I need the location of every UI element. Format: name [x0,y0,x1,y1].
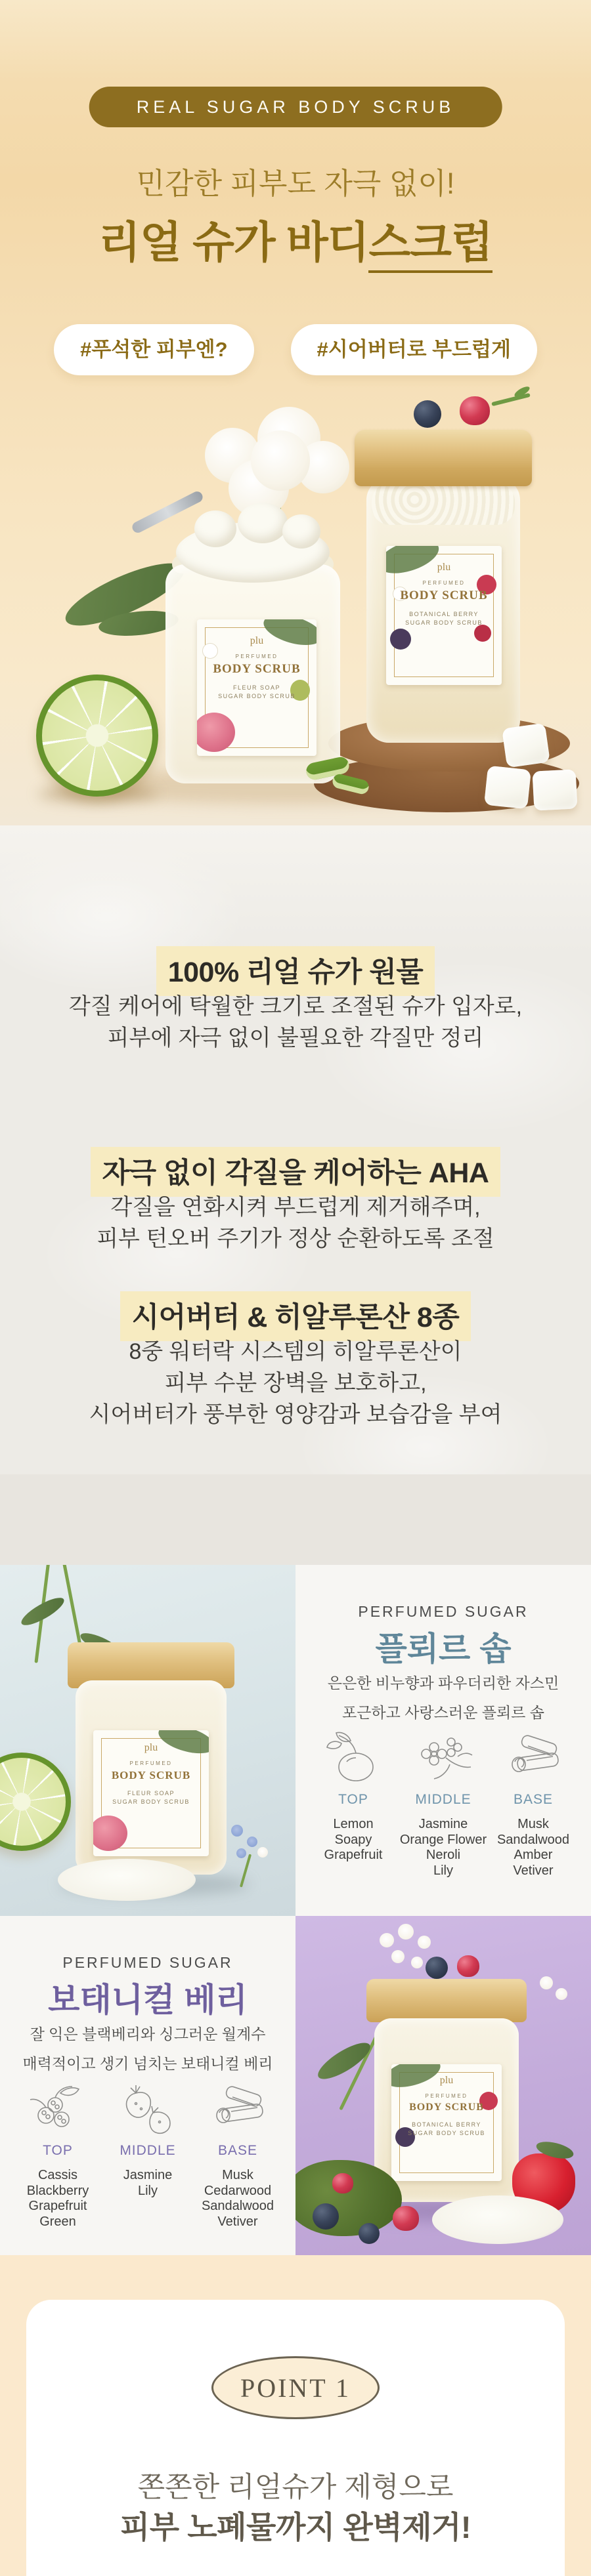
scrub-overflow-bump [282,514,320,549]
cedarwood-illustration-icon [202,2079,274,2139]
raspberry-on-lid [460,396,490,425]
white-flower [411,1957,423,1968]
fragrance-eyebrow: PERFUMED SUGAR [358,1603,529,1620]
berry-grid-jar-label [391,2064,502,2181]
label-line: SUGAR BODY SCRUB [405,619,483,626]
benefit-body-3 [0,1336,591,1430]
white-flower [257,1847,268,1858]
label-scent: BOTANICAL BERRY [412,2121,481,2128]
hero-title-prefix: 리얼 슈가 바디 [98,218,369,266]
note-item: Lily [137,2183,158,2198]
fleur-photo-cell [0,1565,296,1916]
note-item: Neroli [426,1848,461,1862]
berries-illustration-icon [22,2079,94,2139]
point-text-line1: 쫀쫀한 리얼슈가 제형으로 [137,2472,454,2503]
fleur-grid-jar-label [93,1730,209,1856]
benefit-line: 피부 턴오버 주기가 정상 순환하도록 조절 [97,1226,494,1251]
brand-logo: plu [144,1742,158,1753]
note-column-base [484,1792,582,1879]
scrub-smear [432,2195,563,2244]
sugar-cube [502,723,550,768]
raspberry [332,2173,353,2193]
berry-label-text [386,546,502,626]
fragrance-name: 플뢰르 솝 [375,1631,512,1667]
note-item: Musk [222,2168,253,2182]
note-item: Vetiver [513,1863,554,1878]
benefit-heading-text: 시어버터 & 히알루론산 8종 [120,1291,471,1341]
note-item: Blackberry [26,2183,89,2198]
note-column-top [304,1792,403,1863]
hashtag-pill-2: #시어버터로 부드럽게 [291,324,537,375]
benefit-heading-text: 100% 리얼 슈가 원물 [156,946,435,996]
hero-title-underlined: 스크럽 [368,218,492,273]
label-blackberry-art [390,629,411,650]
hero-product-photo [0,367,591,825]
sugar-cube [484,766,531,810]
label-product: BODY SCRUB [213,662,301,676]
label-line: SUGAR BODY SCRUB [408,2130,485,2136]
berry-jar-scrub-texture [372,483,515,525]
benefit-heading-1 [0,946,591,996]
note-item: Grapefruit [324,1848,383,1862]
hero-subtitle: 민감한 피부도 자극 없이! [136,167,455,200]
note-label: TOP [43,2143,73,2158]
berry-grid-jar-lid [366,1979,527,2022]
blueberry [313,2203,339,2230]
fleur-text-cell [296,1565,591,1916]
blueberry-on-lid [426,1957,448,1979]
citrus-illustration-icon [317,1728,389,1788]
note-label: TOP [338,1792,368,1807]
scrub-overflow-bump [194,510,236,547]
raspberry [393,2206,419,2231]
blueberry [359,2223,380,2244]
note-items [484,1817,582,1879]
note-item: Green [39,2214,76,2229]
benefit-line: 피부에 자극 없이 불필요한 각질만 정리 [107,1026,484,1050]
white-flower [556,1988,567,2000]
label-scent: FLEUR SOAP [127,1790,175,1797]
note-item: Musk [517,1817,549,1831]
raspberry-on-lid [457,1955,479,1977]
note-item: Jasmine [418,1817,468,1831]
fleur-jar-label [197,619,317,756]
berry-jar-label [386,546,502,685]
label-product: BODY SCRUB [400,589,488,602]
fragrance-name: 보태니컬 베리 [48,1982,248,2018]
benefit-body-2 [0,1192,591,1255]
berry-photo-cell [296,1916,591,2255]
note-item: Amber [514,1848,553,1862]
brand-logo: plu [250,635,264,646]
berry-label-text [391,2064,502,2136]
sugar-cube [532,769,577,810]
note-item: Sandalwood [496,1832,570,1847]
note-item: Sandalwood [201,2199,274,2213]
brand-logo: plu [437,562,451,573]
note-items [9,2168,107,2230]
fragrance-description [296,1669,591,1728]
white-flower [418,1936,431,1949]
top-badge: REAL SUGAR BODY SCRUB [89,87,502,127]
label-scent: FLEUR SOAP [232,684,280,691]
lime-half [0,1753,71,1851]
note-item: Cassis [37,2168,77,2182]
note-label: BASE [513,1792,554,1807]
note-item: Soapy [334,1832,372,1847]
note-items [98,2168,197,2199]
note-item: Jasmine [123,2168,173,2182]
benefit-line: 8중 워터락 시스템의 히알루론산이 [129,1339,462,1364]
fragrance-desc-line: 매력적이고 생기 넘치는 보태니컬 베리 [22,2055,273,2072]
note-items [394,1817,492,1879]
fleur-label-text [93,1730,209,1805]
note-item: Orange Flower [399,1832,487,1847]
white-flower [380,1933,394,1947]
point-card [26,2300,565,2576]
note-label: MIDDLE [415,1792,471,1807]
white-flower [398,1924,414,1940]
berry-jar-gold-lid [355,430,532,486]
benefit-line: 시어버터가 풍부한 영양감과 보습감을 부여 [89,1402,502,1427]
note-label: MIDDLE [120,2143,176,2158]
herb-sprig [491,393,531,406]
blue-flower [236,1848,246,1858]
label-perfumed: PERFUMED [235,654,278,659]
note-item: Vetiver [217,2214,258,2229]
note-column-base [188,2143,287,2230]
note-item: Lily [433,1863,453,1878]
label-scent: BOTANICAL BERRY [409,611,479,617]
jasmine-illustration-icon [407,1728,479,1788]
note-item: Cedarwood [204,2183,272,2198]
note-column-middle [394,1792,492,1879]
blue-flower [231,1825,243,1837]
benefit-body-1 [0,991,591,1054]
fragrance-description [0,2020,296,2079]
fragrance-note-illustrations [296,1728,591,1788]
point-text-line2: 피부 노폐물까지 완벽제거! [120,2510,471,2545]
note-items [304,1817,403,1863]
hero-title [0,207,591,270]
benefit-heading-3 [0,1291,591,1341]
sandalwood-illustration-icon [497,1728,569,1788]
white-flower [391,1950,405,1963]
benefit-line: 각질 케어에 탁월한 크기로 조절된 슈가 입자로, [68,994,523,1019]
note-label: BASE [217,2143,258,2158]
hashtag-pill-1: #푸석한 피부엔? [54,324,253,375]
note-items [188,2168,287,2230]
spoon [131,489,205,535]
label-perfumed: PERFUMED [129,1760,173,1766]
fragrance-desc-line: 잘 익은 블랙베리와 싱그러운 월계수 [30,2025,266,2043]
lime-half [36,675,158,797]
point-section [0,2255,591,2576]
fragrance-note-illustrations [0,2079,296,2139]
scrub-overflow-bump [238,503,288,543]
note-item: Grapefruit [28,2199,87,2213]
scrub-smear [58,1859,196,1901]
label-line: SUGAR BODY SCRUB [112,1798,190,1805]
note-column-top [9,2143,107,2230]
point-badge-label: POINT 1 [240,2373,351,2403]
benefit-heading-text: 자극 없이 각질을 케어하는 AHA [91,1147,501,1197]
peony-flower-center [251,430,310,491]
label-perfumed: PERFUMED [422,580,466,586]
note-item: Lemon [333,1817,374,1831]
white-flower [540,1976,553,1989]
blue-flower [247,1837,257,1847]
fragrance-desc-line: 은은한 비누향과 파우더리한 자스민 [327,1674,559,1692]
fragrance-desc-line: 포근하고 사랑스러운 플뢰르 솝 [341,1704,544,1721]
label-perfumed: PERFUMED [425,2093,468,2099]
blueberry-on-lid [414,400,441,428]
fragrance-eyebrow: PERFUMED SUGAR [62,1954,233,1971]
note-column-middle [98,2143,197,2199]
benefit-heading-2 [0,1147,591,1197]
label-product: BODY SCRUB [111,1769,191,1781]
label-raspberry-art-2 [474,625,491,642]
point-badge [211,2356,380,2419]
fleur-label-text [197,619,317,699]
brand-logo: plu [439,2075,454,2086]
label-line: SUGAR BODY SCRUB [218,693,296,699]
label-product: BODY SCRUB [409,2102,484,2113]
berry-text-cell [0,1916,296,2255]
strawberry-illustration-icon [112,2079,184,2139]
benefit-line: 각질을 연화시켜 부드럽게 제거해주며, [110,1195,481,1220]
benefit-line: 피부 수분 장벽을 보호하고, [164,1371,427,1396]
hero-section [0,0,591,825]
